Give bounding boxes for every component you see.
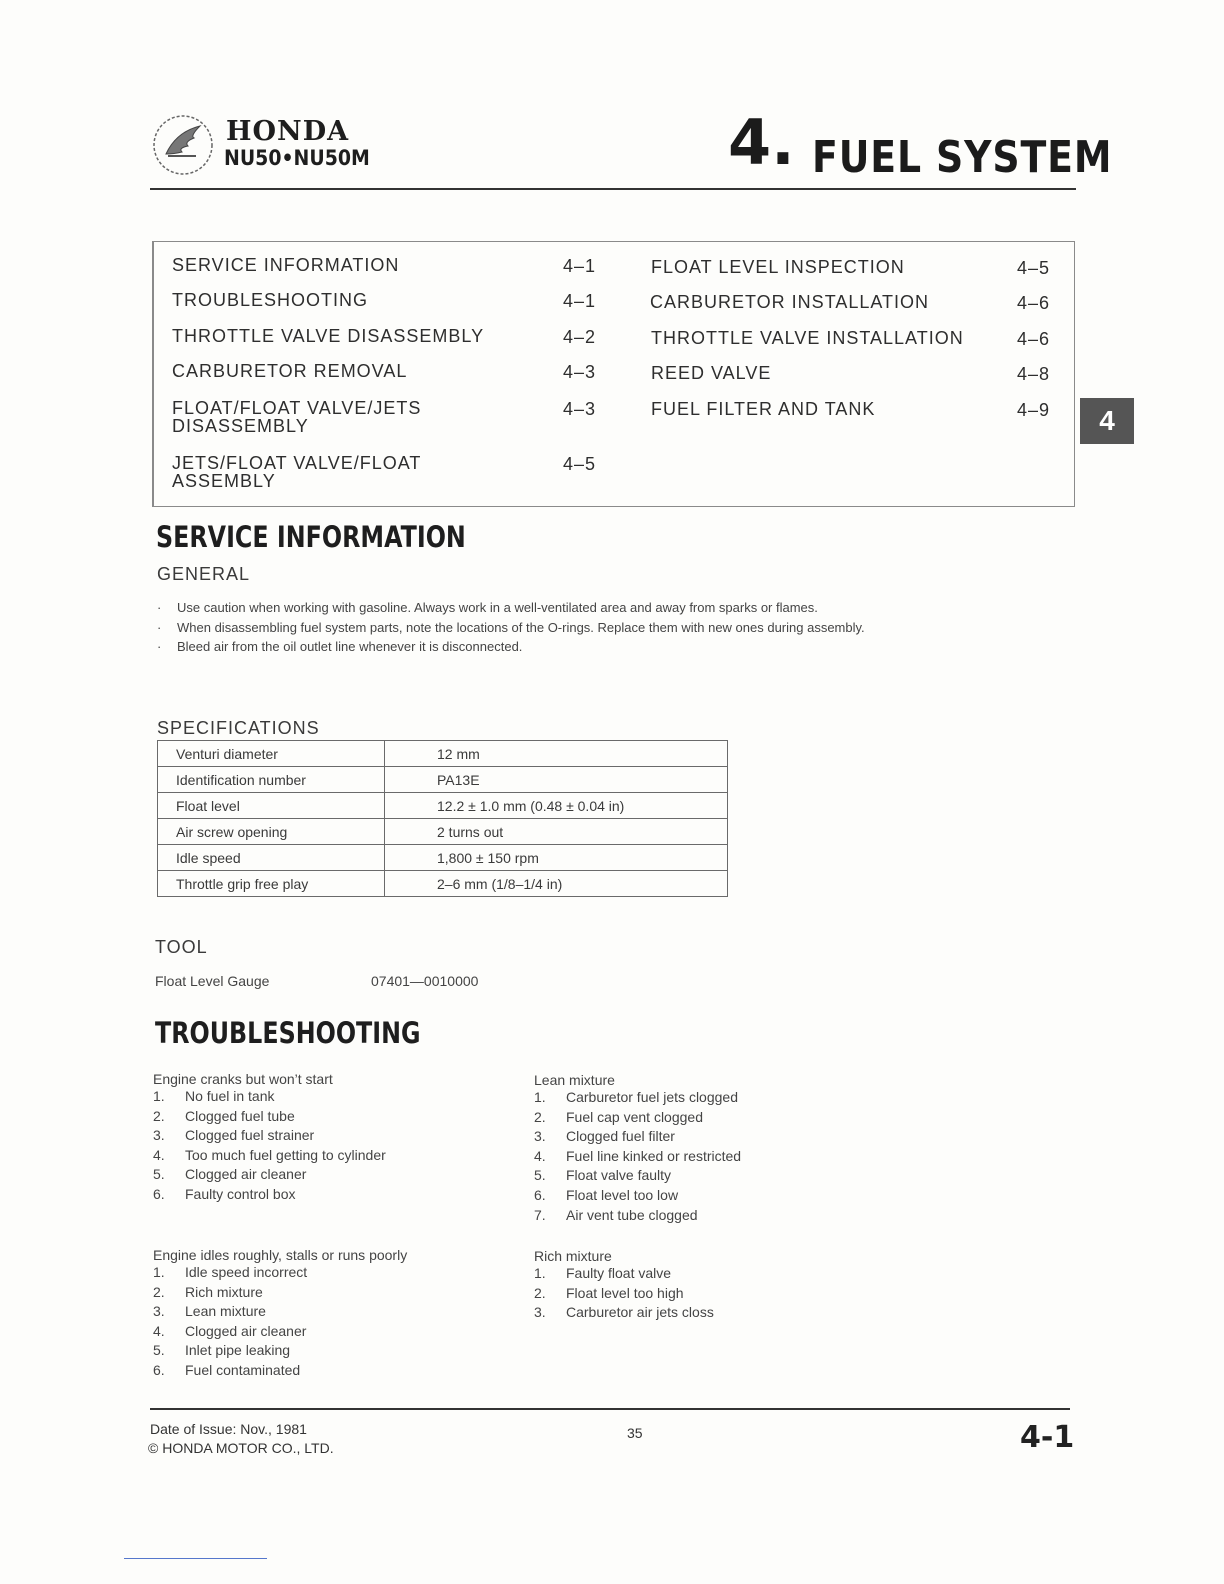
list-item: 2. Clogged fuel tube xyxy=(153,1107,295,1124)
toc-item[interactable]: CARBURETOR INSTALLATION xyxy=(650,292,930,312)
bottom-link-underline xyxy=(124,1558,267,1559)
cause-list xyxy=(153,1087,513,1205)
toc-page: 4–3 xyxy=(563,362,597,382)
list-item: 7. Air vent tube clogged xyxy=(534,1206,698,1223)
issue-date: Date of Issue: Nov., 1981 xyxy=(150,1421,307,1437)
toc-page: 4–9 xyxy=(1017,400,1051,420)
bullet: · xyxy=(157,639,162,654)
spec-value: 12.2 ± 1.0 mm (0.48 ± 0.04 in) xyxy=(385,793,728,819)
toc-item[interactable]: FLOAT LEVEL INSPECTION xyxy=(651,257,905,277)
list-item: 5. Clogged air cleaner xyxy=(153,1166,307,1183)
trouble-group-title: Engine idles roughly, stalls or runs poorly xyxy=(153,1247,408,1263)
table-row xyxy=(158,767,728,793)
note-item xyxy=(157,600,1057,615)
spec-value: PA13E xyxy=(385,767,728,793)
note-text: Use caution when working with gasoline. Always work in a well-ventilated area and away from sparks or flames. xyxy=(177,600,818,615)
trouble-group xyxy=(153,1247,523,1381)
list-item: 6. Fuel contaminated xyxy=(153,1361,301,1378)
toc-page: 4–1 xyxy=(563,256,597,276)
toc-item[interactable]: SERVICE INFORMATION xyxy=(172,255,400,275)
sub-heading-tool: TOOL xyxy=(155,937,208,957)
header-rule xyxy=(150,188,1076,190)
bullet: · xyxy=(157,600,162,615)
list-item: 4. Clogged air cleaner xyxy=(153,1322,307,1339)
toc-page: 4–8 xyxy=(1017,364,1051,384)
trouble-group xyxy=(534,1072,934,1225)
toc-item[interactable]: THROTTLE VALVE DISASSEMBLY xyxy=(172,326,485,346)
trouble-group-title: Engine cranks but won’t start xyxy=(153,1071,333,1087)
toc-item[interactable]: TROUBLESHOOTING xyxy=(172,290,369,310)
model-name: NU50•NU50M xyxy=(224,146,370,170)
toc-page: 4–1 xyxy=(563,291,597,311)
cause-list xyxy=(153,1263,523,1381)
list-item: 3. Clogged fuel filter xyxy=(534,1128,675,1145)
section-heading-troubleshooting: TROUBLESHOOTING xyxy=(155,1016,421,1050)
table-row xyxy=(158,793,728,819)
spec-name: Idle speed xyxy=(158,845,385,871)
spec-name: Venturi diameter xyxy=(158,741,385,767)
cause-list xyxy=(534,1088,934,1225)
trouble-group-title: Lean mixture xyxy=(534,1072,615,1088)
toc-page: 4–6 xyxy=(1017,293,1051,313)
chapter-title: FUEL SYSTEM xyxy=(812,132,1113,183)
list-item: 4. Fuel line kinked or restricted xyxy=(534,1147,742,1164)
toc-item-continuation[interactable]: ASSEMBLY xyxy=(172,471,276,491)
tool-name: Float Level Gauge xyxy=(155,973,270,989)
toc-item[interactable]: THROTTLE VALVE INSTALLATION xyxy=(651,328,964,348)
list-item: 1. Idle speed incorrect xyxy=(153,1264,308,1280)
chapter-number: 4. xyxy=(728,106,795,179)
sub-heading-specifications: SPECIFICATIONS xyxy=(157,718,320,738)
bullet: · xyxy=(157,620,162,635)
table-row xyxy=(158,871,728,897)
spec-name: Float level xyxy=(158,793,385,819)
chapter-tab[interactable]: 4 xyxy=(1080,398,1134,444)
list-item: 1. Carburetor fuel jets clogged xyxy=(534,1089,738,1105)
toc-page: 4–5 xyxy=(563,454,597,474)
spec-value: 1,800 ± 150 rpm xyxy=(385,845,728,871)
cause-list xyxy=(534,1264,934,1323)
toc-page: 4–3 xyxy=(563,399,597,419)
trouble-group xyxy=(153,1071,513,1205)
table-row xyxy=(158,845,728,871)
honda-wing-logo xyxy=(150,112,216,178)
trouble-group xyxy=(534,1248,934,1323)
spec-name: Identification number xyxy=(158,767,385,793)
toc-page: 4–6 xyxy=(1017,329,1051,349)
toc-item[interactable]: JETS/FLOAT VALVE/FLOAT xyxy=(172,453,422,473)
footer-rule xyxy=(150,1408,1070,1410)
list-item: 2. Float level too high xyxy=(534,1284,684,1301)
list-item: 6. Faulty control box xyxy=(153,1185,296,1202)
spec-value: 2 turns out xyxy=(385,819,728,845)
note-text: When disassembling fuel system parts, note the locations of the O-rings. Replace them with new ones during assembly. xyxy=(177,620,865,635)
spec-value: 12 mm xyxy=(385,741,728,767)
section-page-number: 4-1 xyxy=(1020,1420,1075,1455)
toc-item[interactable]: FLOAT/FLOAT VALVE/JETS xyxy=(172,398,422,418)
table-row xyxy=(158,819,728,845)
tool-number: 07401—0010000 xyxy=(371,973,479,989)
list-item: 1. Faulty float valve xyxy=(534,1265,672,1281)
spec-value: 2–6 mm (1/8–1/4 in) xyxy=(385,871,728,897)
list-item: 3. Carburetor air jets closs xyxy=(534,1304,714,1321)
sub-heading-general: GENERAL xyxy=(157,564,251,584)
list-item: 3. Lean mixture xyxy=(153,1303,266,1320)
list-item: 1. No fuel in tank xyxy=(153,1088,275,1104)
note-item xyxy=(157,639,1057,654)
page-number: 35 xyxy=(627,1425,643,1441)
list-item: 3. Clogged fuel strainer xyxy=(153,1127,315,1144)
list-item: 5. Inlet pipe leaking xyxy=(153,1342,291,1359)
toc-item[interactable]: REED VALVE xyxy=(651,363,772,383)
list-item: 2. Rich mixture xyxy=(153,1283,263,1300)
toc-item[interactable]: FUEL FILTER AND TANK xyxy=(651,399,876,419)
table-row xyxy=(158,741,728,767)
specifications-table xyxy=(157,740,728,897)
brand-name: HONDA xyxy=(226,116,350,147)
note-item xyxy=(157,620,1057,635)
trouble-group-title: Rich mixture xyxy=(534,1248,612,1264)
list-item: 5. Float valve faulty xyxy=(534,1167,672,1184)
toc-item[interactable]: CARBURETOR REMOVAL xyxy=(172,361,408,381)
list-item: 6. Float level too low xyxy=(534,1186,679,1203)
note-text: Bleed air from the oil outlet line whenever it is disconnected. xyxy=(177,639,523,654)
list-item: 2. Fuel cap vent clogged xyxy=(534,1108,703,1125)
copyright: © HONDA MOTOR CO., LTD. xyxy=(148,1440,334,1456)
toc-item-continuation[interactable]: DISASSEMBLY xyxy=(172,416,309,436)
spec-name: Air screw opening xyxy=(158,819,385,845)
section-heading-service-information: SERVICE INFORMATION xyxy=(156,520,466,554)
spec-name: Throttle grip free play xyxy=(158,871,385,897)
toc-page: 4–5 xyxy=(1017,258,1051,278)
toc-page: 4–2 xyxy=(563,327,597,347)
list-item: 4. Too much fuel getting to cylinder xyxy=(153,1146,386,1163)
